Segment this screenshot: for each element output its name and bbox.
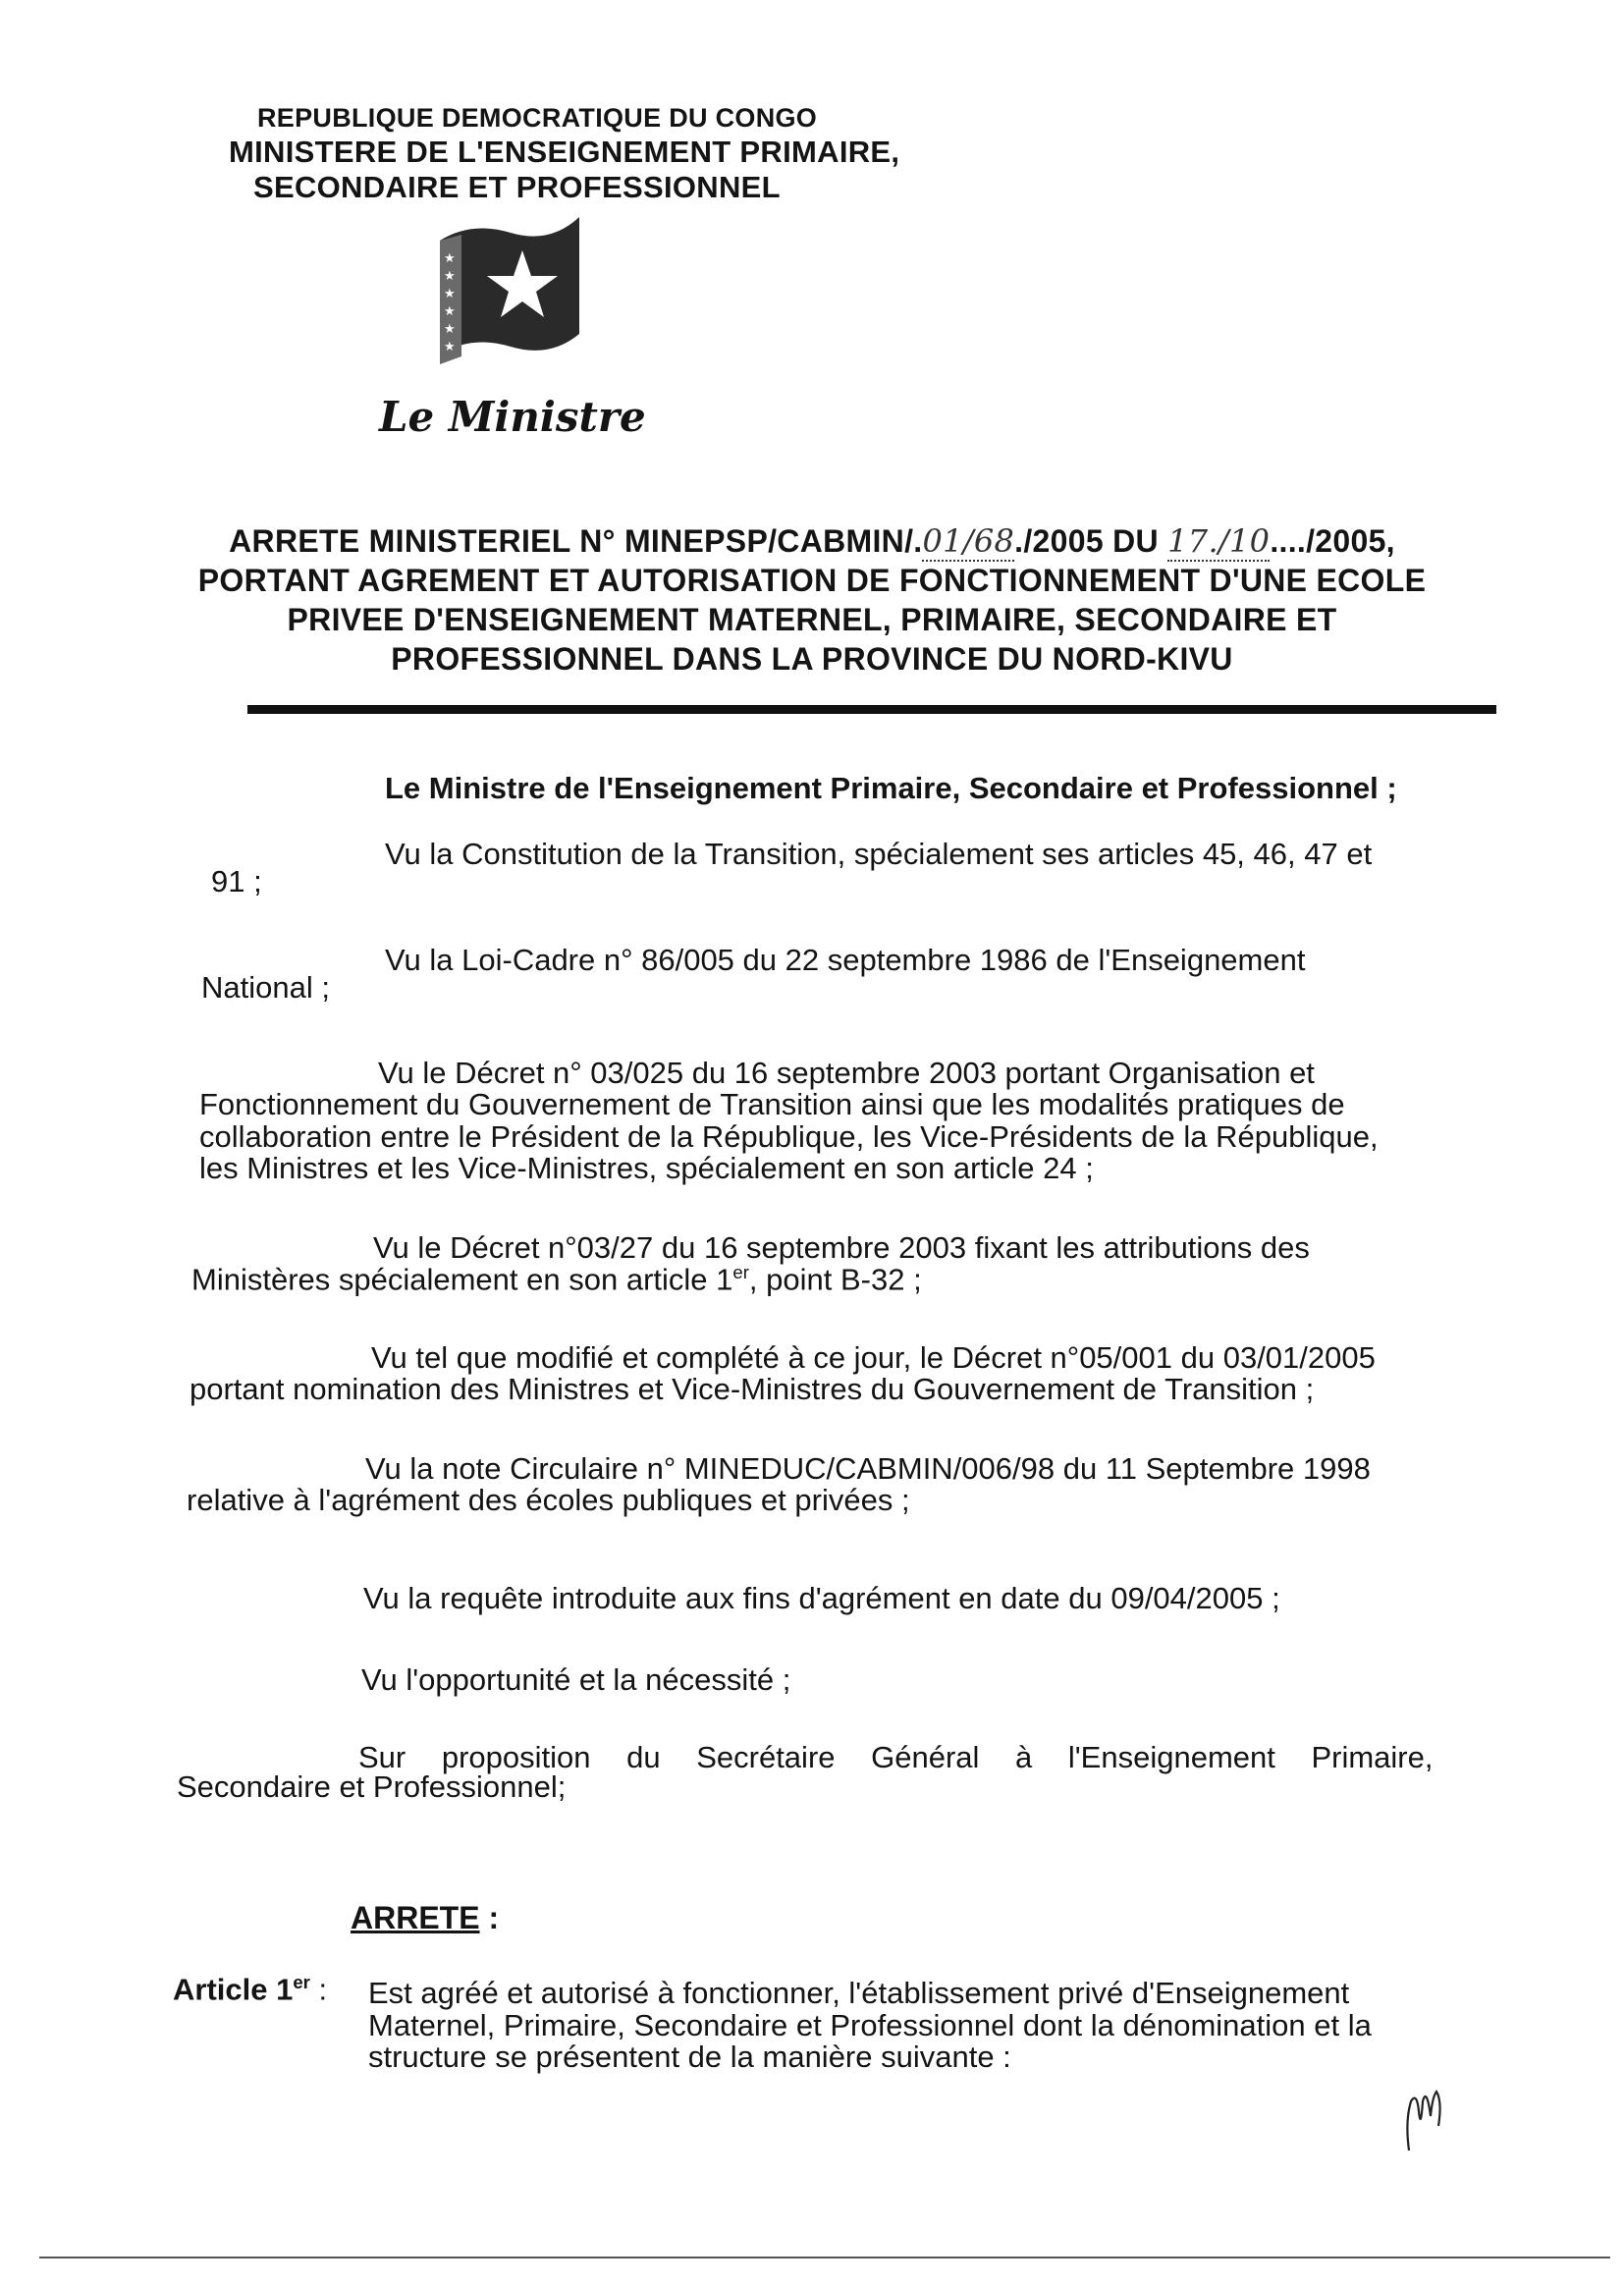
decree-title-line1 — [0, 522, 1624, 562]
article-1-line2: Maternel, Primaire, Secondaire et Professionnel dont la dénomination et la — [368, 2008, 1372, 2042]
ministry-name-line1: MINISTERE DE L'ENSEIGNEMENT PRIMAIRE, — [229, 135, 900, 169]
article-1-label — [173, 1972, 327, 2007]
ministry-name-line2: SECONDAIRE ET PROFESSIONNEL — [253, 170, 781, 204]
vu-decret-2003-line1: Vu le Décret n° 03/025 du 16 septembre 2003 portant Organisation et — [378, 1056, 1315, 1090]
signatory-title: Le Ministre — [379, 393, 646, 441]
svg-text:★: ★ — [444, 287, 456, 301]
arrete-word: ARRETE — [351, 1900, 480, 1935]
svg-text:★: ★ — [444, 322, 456, 337]
arrete-colon: : — [479, 1900, 500, 1935]
paraph-initials-icon — [1399, 2072, 1468, 2160]
vu-loi-cadre-line2: National ; — [201, 970, 330, 1005]
flag-emblem-icon — [432, 211, 589, 388]
vu-requete: Vu la requête introduite aux fins d'agrément en date du 09/04/2005 ; — [363, 1581, 1280, 1615]
vu-constitution-line1: Vu la Constitution de la Transition, spécialement ses articles 45, 46, 47 et — [385, 837, 1373, 871]
svg-text:★: ★ — [444, 304, 456, 319]
sur-proposition-line1: Sur proposition du Secrétaire Général à l'Enseignement Primaire, — [358, 1740, 1434, 1774]
page-bottom-line — [39, 2257, 1610, 2258]
decree-date-handwritten: 17./10 — [1167, 522, 1271, 560]
decree-number-prefix: ARRETE MINISTERIEL N° MINEPSP/CABMIN/. — [229, 523, 923, 559]
article-label-text: Article 1 — [173, 1972, 294, 2007]
vu-decret-2003-line3: collaboration entre le Président de la République, les Vice-Présidents de la République, — [199, 1119, 1379, 1154]
decree-title-line4: PROFESSIONNEL DANS LA PROVINCE DU NORD-KIVU — [391, 641, 1233, 677]
svg-text:★: ★ — [444, 340, 456, 354]
article-1-line3: structure se présentent de la manière suivante : — [368, 2040, 1011, 2074]
vu-decret-2003-line4: les Ministres et les Vice-Ministres, spécialement en son article 24 ; — [199, 1151, 1094, 1185]
svg-text:★: ★ — [444, 269, 456, 284]
vu-circulaire-line2: relative à l'agrément des écoles publiques et privées ; — [187, 1483, 910, 1517]
vu-decret-attributions-text: Ministères spécialement en son article 1 — [191, 1262, 733, 1297]
superscript-er: er — [732, 1262, 749, 1282]
vu-decret-nomination-line1: Vu tel que modifié et complété à ce jour, le Décret n°05/001 du 03/01/2005 — [371, 1340, 1376, 1375]
republic-name: REPUBLIQUE DEMOCRATIQUE DU CONGO — [257, 103, 818, 133]
article-colon: : — [309, 1972, 328, 2007]
vu-decret-attributions-line2 — [191, 1262, 922, 1297]
minister-heading: Le Ministre de l'Enseignement Primaire, Secondaire et Professionnel ; — [385, 771, 1397, 805]
article-superscript: er — [293, 1972, 310, 1992]
decree-title-line3: PRIVEE D'ENSEIGNEMENT MATERNEL, PRIMAIRE, SECONDAIRE ET — [287, 602, 1337, 637]
vu-decret-nomination-line2: portant nomination des Ministres et Vice-Ministres du Gouvernement de Transition ; — [189, 1372, 1315, 1406]
vu-circulaire-line1: Vu la note Circulaire n° MINEDUC/CABMIN/006/98 du 11 Septembre 1998 — [365, 1451, 1371, 1486]
vu-loi-cadre-line1: Vu la Loi-Cadre n° 86/005 du 22 septembre 1986 de l'Enseignement — [385, 943, 1306, 977]
arrete-heading — [351, 1900, 499, 1936]
decree-number-suffix: ..../2005, — [1270, 523, 1395, 559]
vu-decret-2003-line2: Fonctionnement du Gouvernement de Transition ainsi que les modalités pratiques de — [199, 1087, 1345, 1121]
decree-number-handwritten: 01/68 — [922, 522, 1015, 560]
vu-decret-attributions-point: , point B-32 ; — [748, 1262, 922, 1297]
vu-decret-attributions-line1: Vu le Décret n°03/27 du 16 septembre 2003 fixant les attributions des — [373, 1230, 1310, 1265]
title-underline — [247, 705, 1496, 714]
decree-number-mid: ./2005 DU — [1014, 523, 1168, 559]
vu-constitution-line2: 91 ; — [211, 864, 262, 898]
sur-proposition-line2: Secondaire et Professionnel; — [177, 1769, 567, 1804]
article-1-line1: Est agréé et autorisé à fonctionner, l'établissement privé d'Enseignement — [368, 1976, 1350, 2010]
vu-opportunite: Vu l'opportunité et la nécessité ; — [361, 1662, 791, 1697]
svg-text:★: ★ — [444, 251, 456, 266]
decree-title-line2: PORTANT AGREMENT ET AUTORISATION DE FONCTIONNEMENT D'UNE ECOLE — [197, 563, 1427, 598]
